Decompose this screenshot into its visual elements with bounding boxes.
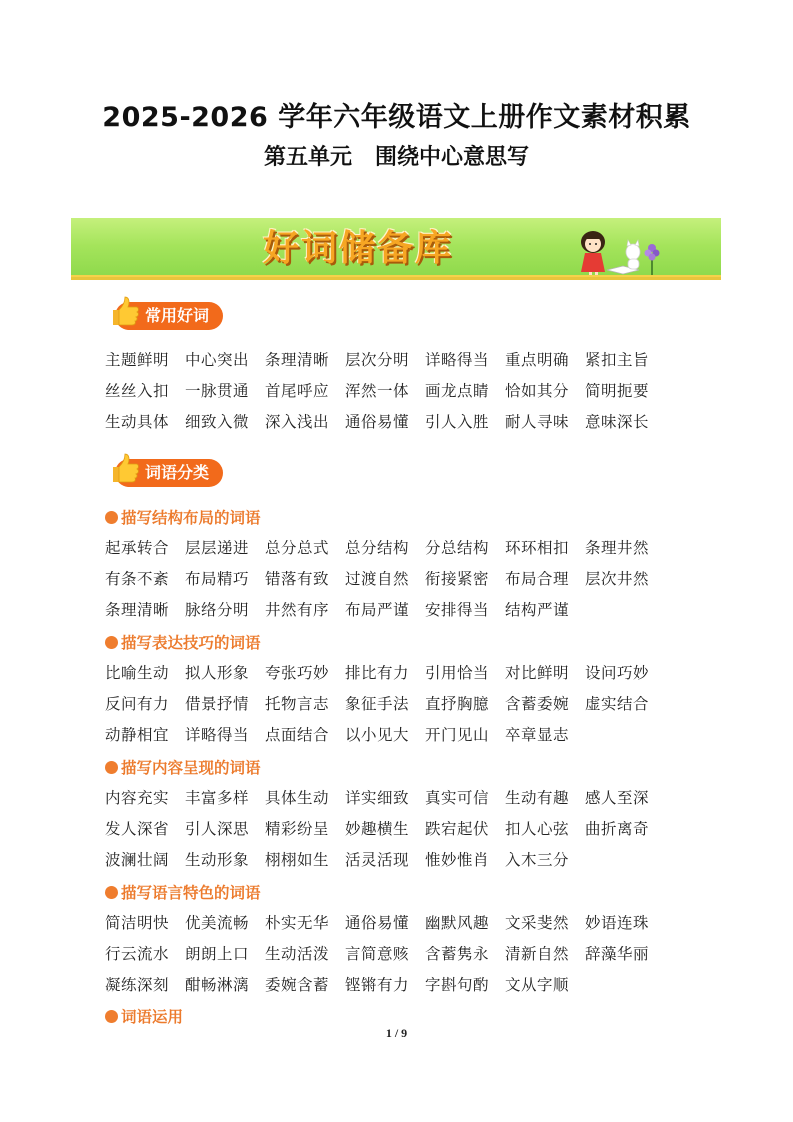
word-item: 衔接紧密	[425, 569, 490, 588]
word-item: 象征手法	[345, 694, 410, 713]
category-heading	[105, 881, 261, 903]
word-item: 朴实无华	[265, 913, 330, 932]
word-item: 有条不紊	[105, 569, 170, 588]
word-item: 排比有力	[345, 663, 410, 682]
word-item: 委婉含蓄	[265, 975, 330, 994]
word-item: 发人深省	[105, 819, 170, 838]
word-item: 井然有序	[265, 600, 330, 619]
word-item: 结构严谨	[505, 600, 570, 619]
word-item: 引用恰当	[425, 663, 490, 682]
document-title: 2025-2026 学年六年级语文上册作文素材积累	[102, 102, 691, 133]
category-heading	[105, 1005, 183, 1027]
word-item: 波澜壮阔	[105, 850, 170, 869]
word-row	[105, 374, 665, 405]
bullet-dot-icon	[105, 1010, 118, 1023]
word-item: 入木三分	[505, 850, 570, 869]
word-item: 层层递进	[185, 538, 250, 557]
bullet-dot-icon	[105, 886, 118, 899]
word-item: 引人入胜	[425, 412, 490, 431]
word-item: 生动形象	[185, 850, 250, 869]
word-item: 扣人心弦	[505, 819, 570, 838]
word-item: 感人至深	[585, 788, 650, 807]
word-item: 分总结构	[425, 538, 490, 557]
word-item: 凝练深刻	[105, 975, 170, 994]
category-word-list	[105, 531, 665, 624]
word-item: 言简意赅	[345, 944, 410, 963]
word-row	[105, 687, 665, 718]
thumbs-up-icon	[107, 451, 141, 485]
word-row	[105, 906, 665, 937]
word-item: 栩栩如生	[265, 850, 330, 869]
word-item: 条理井然	[585, 538, 650, 557]
girl-reading-illustration	[571, 222, 671, 278]
category-heading-text: 词语运用	[121, 1008, 184, 1026]
word-item: 对比鲜明	[505, 663, 570, 682]
tag-label: 词语分类	[115, 459, 223, 487]
word-item: 借景抒情	[185, 694, 250, 713]
word-item: 丰富多样	[185, 788, 250, 807]
word-item: 比喻生动	[105, 663, 170, 682]
word-item: 丝丝入扣	[105, 381, 170, 400]
category-heading	[105, 756, 261, 778]
word-item: 细致入微	[185, 412, 250, 431]
word-item: 布局严谨	[345, 600, 410, 619]
word-item: 层次井然	[585, 569, 650, 588]
word-item: 酣畅淋漓	[185, 975, 250, 994]
word-item: 生动具体	[105, 412, 170, 431]
word-item: 通俗易懂	[345, 913, 410, 932]
category-word-list	[105, 906, 665, 999]
word-item: 一脉贯通	[185, 381, 250, 400]
word-item: 深入浅出	[265, 412, 330, 431]
word-item: 环环相扣	[505, 538, 570, 557]
word-row	[105, 937, 665, 968]
word-item: 朗朗上口	[185, 944, 250, 963]
word-item: 托物言志	[265, 694, 330, 713]
word-item: 设问巧妙	[585, 663, 650, 682]
word-item: 总分结构	[345, 538, 410, 557]
word-item: 清新自然	[505, 944, 570, 963]
tag-label: 常用好词	[115, 302, 223, 330]
word-item: 布局合理	[505, 569, 570, 588]
word-item: 通俗易懂	[345, 412, 410, 431]
category-heading-text: 描写内容呈现的词语	[121, 759, 261, 777]
word-item: 具体生动	[265, 788, 330, 807]
word-item: 含蓄隽永	[425, 944, 490, 963]
banner-title: 好词储备库	[263, 228, 454, 269]
word-item: 浑然一体	[345, 381, 410, 400]
word-item: 引人深思	[185, 819, 250, 838]
word-item: 安排得当	[425, 600, 490, 619]
word-item: 过渡自然	[345, 569, 410, 588]
word-row	[105, 343, 665, 374]
word-item: 妙语连珠	[585, 913, 650, 932]
word-item: 跌宕起伏	[425, 819, 490, 838]
word-item: 详略得当	[425, 350, 490, 369]
word-item: 含蓄委婉	[505, 694, 570, 713]
word-item: 起承转合	[105, 538, 170, 557]
word-row	[105, 781, 665, 812]
word-item: 生动活泼	[265, 944, 330, 963]
common-words-list	[105, 343, 665, 436]
word-item: 惟妙惟肖	[425, 850, 490, 869]
word-item: 以小见大	[345, 725, 410, 744]
word-row	[105, 531, 665, 562]
word-item: 字斟句酌	[425, 975, 490, 994]
word-item: 点面结合	[265, 725, 330, 744]
word-item: 总分总式	[265, 538, 330, 557]
category-heading	[105, 506, 261, 528]
word-item: 真实可信	[425, 788, 490, 807]
word-item: 层次分明	[345, 350, 410, 369]
word-item: 卒章显志	[505, 725, 570, 744]
word-row	[105, 593, 665, 624]
section-banner	[71, 218, 721, 280]
page-number: 1 / 9	[385, 1026, 408, 1040]
word-item: 重点明确	[505, 350, 570, 369]
word-row	[105, 718, 665, 749]
word-item: 反问有力	[105, 694, 170, 713]
word-item: 内容充实	[105, 788, 170, 807]
word-item: 条理清晰	[105, 600, 170, 619]
category-heading-text: 描写结构布局的词语	[121, 509, 261, 527]
bullet-dot-icon	[105, 761, 118, 774]
word-row	[105, 562, 665, 593]
thumbs-up-icon	[107, 294, 141, 328]
word-item: 紧扣主旨	[585, 350, 650, 369]
word-item: 夸张巧妙	[265, 663, 330, 682]
word-item: 文采斐然	[505, 913, 570, 932]
word-item: 曲折离奇	[585, 819, 650, 838]
word-row	[105, 405, 665, 436]
word-item: 首尾呼应	[265, 381, 330, 400]
word-item: 恰如其分	[505, 381, 570, 400]
bullet-dot-icon	[105, 636, 118, 649]
category-word-list	[105, 656, 665, 749]
word-item: 虚实结合	[585, 694, 650, 713]
word-item: 铿锵有力	[345, 975, 410, 994]
word-item: 画龙点睛	[425, 381, 490, 400]
word-item: 条理清晰	[265, 350, 330, 369]
word-item: 意味深长	[585, 412, 650, 431]
word-item: 幽默风趣	[425, 913, 490, 932]
word-item: 详略得当	[185, 725, 250, 744]
word-item: 错落有致	[265, 569, 330, 588]
word-item: 优美流畅	[185, 913, 250, 932]
word-item: 辞藻华丽	[585, 944, 650, 963]
word-item: 生动有趣	[505, 788, 570, 807]
category-word-list	[105, 781, 665, 874]
word-item: 详实细致	[345, 788, 410, 807]
category-heading-text: 描写语言特色的词语	[121, 884, 261, 902]
word-item: 文从字顺	[505, 975, 570, 994]
word-item: 妙趣横生	[345, 819, 410, 838]
word-row	[105, 656, 665, 687]
word-item: 开门见山	[425, 725, 490, 744]
word-row	[105, 968, 665, 999]
word-item: 简明扼要	[585, 381, 650, 400]
word-item: 活灵活现	[345, 850, 410, 869]
document-subtitle: 第五单元 围绕中心意思写	[264, 145, 529, 170]
word-item: 耐人寻味	[505, 412, 570, 431]
category-heading	[105, 631, 261, 653]
word-item: 简洁明快	[105, 913, 170, 932]
word-row	[105, 812, 665, 843]
word-row	[105, 843, 665, 874]
word-item: 拟人形象	[185, 663, 250, 682]
word-item: 动静相宜	[105, 725, 170, 744]
bullet-dot-icon	[105, 511, 118, 524]
word-item: 中心突出	[185, 350, 250, 369]
word-item: 直抒胸臆	[425, 694, 490, 713]
word-item: 布局精巧	[185, 569, 250, 588]
category-heading-text: 描写表达技巧的词语	[121, 634, 261, 652]
word-item: 脉络分明	[185, 600, 250, 619]
word-item: 精彩纷呈	[265, 819, 330, 838]
word-item: 主题鲜明	[105, 350, 170, 369]
word-item: 行云流水	[105, 944, 170, 963]
